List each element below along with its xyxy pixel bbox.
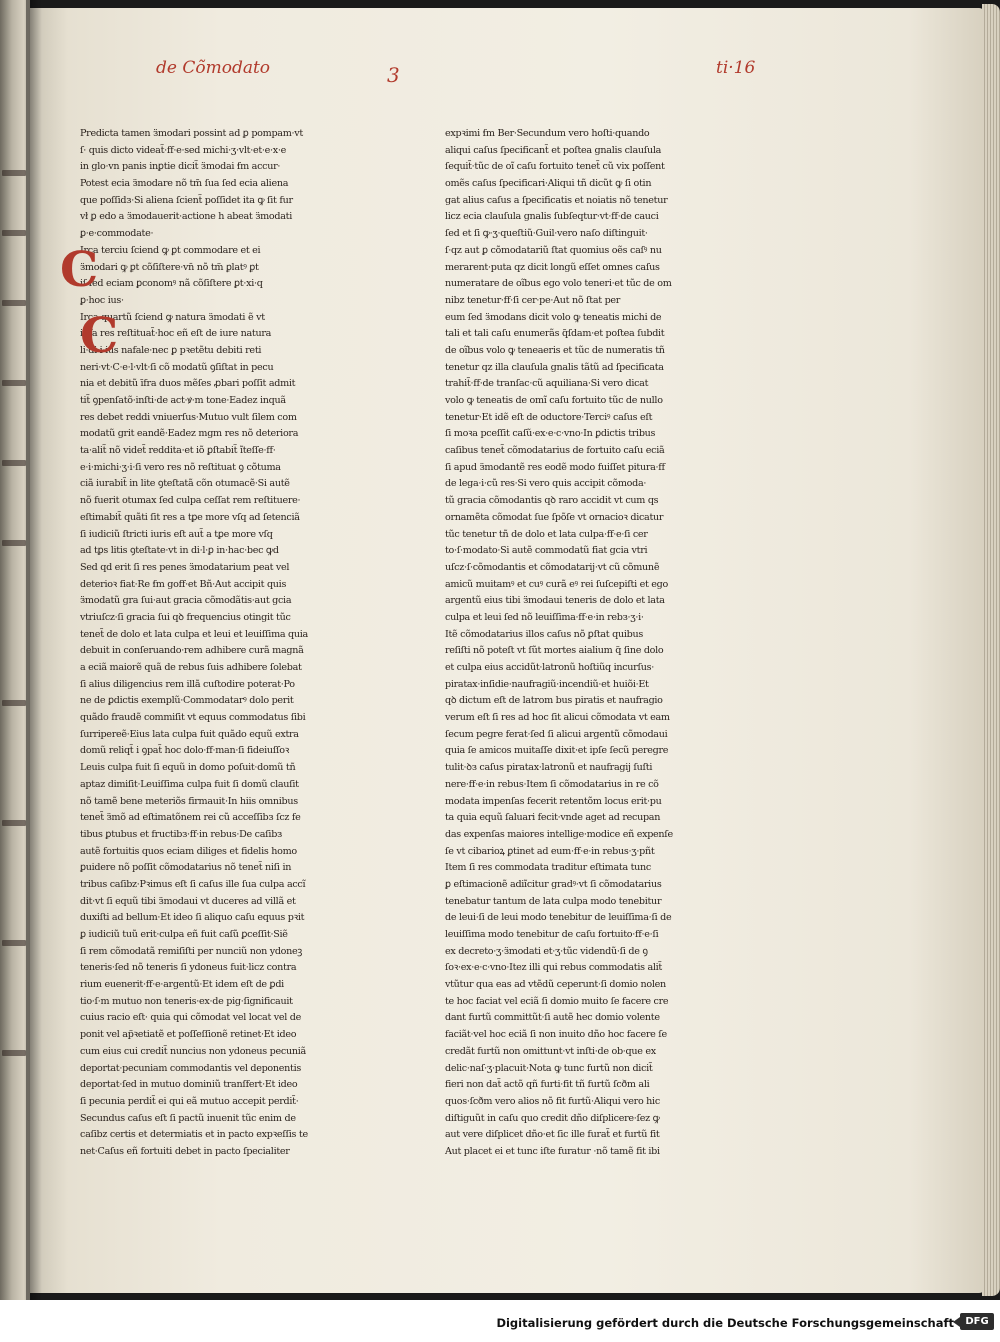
text-line: Sed qd erit ſi res penes ӟmodatarium peat vel [80, 561, 290, 573]
text-line: dit·vt ſi equũ tibi ӟmodaui vt duceres ad villã et [80, 895, 296, 907]
text-line: Secundus caſus eſt ſi pactũ inuenit tũc enim de [80, 1112, 296, 1124]
text-line: trahit̃·ff·de tranſac·cũ aquiliana·Si vero dicat [445, 378, 649, 390]
text-fragment [2, 380, 26, 386]
text-line: nõ tamẽ bene meteriõs firmauit·In hiis omnibus [80, 795, 298, 807]
text-line: vtũtur qua eas ad vtẽdũ ceperunt·ſi domio nolen [445, 979, 666, 991]
text-line: fieri non dat̃ actõ qñ furti·fit tñ furtũ ſcðm ali [445, 1079, 650, 1091]
text-line: ӟmodari ꝙ ꝑt cõſiſtere·vn̄ nõ tm̃ ꝑlatꝰ ꝑt [80, 261, 259, 273]
text-line: tibus ꝑtubus et fructibз·ff·in rebus·De caſibз [80, 828, 282, 840]
text-line: diſtiguũt in caſu quo credit dño diſplicere·ſez ꝙ [445, 1112, 660, 1124]
text-line: ſi iudiciũ ſtricti iuris eſt aut̃ a tꝑe more vſq [80, 528, 273, 540]
text-line: ꝑuidere nõ poſſit cõmodatarius nõ tenet̃ niſi in [80, 862, 292, 874]
text-line: quãdo fraudẽ commiſit vt equus commodatus ſibi [80, 712, 306, 724]
text-line: ſequit̃·tũc de oĩ caſu fortuito tenet̃ cũ vix poſſent [445, 161, 665, 173]
text-line: deterioꝛ fiat·Re ẜm goff·et Bñ·Aut accipit quis [80, 578, 287, 590]
text-line: ꝑ·e·commodate· [80, 228, 154, 240]
text-line: das expenſas maiores intellige·modice eñ expenſe [445, 828, 673, 840]
text-line: volo ꝙ teneatis de omĩ caſu fortuito tũc de nullo [445, 395, 663, 406]
text-line: deportat·ſed in mutuo dominiũ tranſfert·Et ideo [80, 1079, 298, 1091]
text-line: nõ fuerit otumax ſed culpa ceſſat rem reſtituere· [80, 495, 301, 507]
text-line: tribus caſibz·Pꝛimus eſt ſi caſus ille ſua culpa accĩ [80, 878, 306, 890]
text-line: caſibz certis et determiatis et in pacto expꝛeſſis te [80, 1129, 308, 1141]
text-line: eſtimabit̃ quãti ſit res a tꝑe more vſq ad ſetenciã [80, 511, 300, 523]
text-line: ciã iurabit̃ in lite ꝯteſtatã cõn otumacẽ·Si autẽ [80, 478, 290, 490]
text-line: Itẽ cõmodatarius illos caſus nõ ꝑſtat quibus [445, 628, 643, 640]
text-line: res debet reddi vniuerſus·Mutuo vult ſilem com [80, 411, 297, 423]
text-line: te hoc faciat vel eciã ſi domio muito ſe facere cre [445, 995, 669, 1007]
text-line: tũ gracia cõmodantis qꝺ raro accidit vt cum qs [445, 495, 659, 507]
text-line: quia ſe amicos muitaſſe dixit·et ipſe ſecũ peregre [445, 745, 669, 757]
text-line: tali et tali caſu enumerãs q̃ſdam·et poſtea ſubdit [445, 328, 665, 340]
text-fragment [2, 540, 26, 546]
text-line: argentũ eius tibi ӟmodaui teneris de dolo et lata [445, 595, 665, 607]
text-line: de leui·ſi de leui modo tenebitur de leuiſſima·ſi de [445, 912, 672, 924]
text-fragment [2, 460, 26, 466]
text-line: ta quia equũ ſaluari fecit·vnde aget ad recupan [445, 812, 661, 824]
text-line: leuiſſima modo tenebitur de caſu fortuito·ff·e·ſi [445, 929, 659, 940]
text-fragment [2, 300, 26, 306]
text-line: ꝑ·hoc ius· [80, 294, 124, 306]
text-line: ſi alius diligencius rem illã cuſtodire poterat·Po [80, 678, 295, 690]
text-line: ſed et ſi ꝙ·ӡ·queſtiũ·Guil·vero naſo diſtinguit· [445, 228, 648, 240]
text-line: ſi moꝛa pceſſit caſũ·ex·e·c·vno·In ꝑdictis tribus [445, 428, 656, 440]
running-header-title-number: ti·16 [716, 58, 756, 78]
text-line: que poſſidз·Si aliena ſcient̃ poſſidet ita ꝙ ſit fur [80, 194, 293, 206]
text-line: ne de ꝑdictis exemplũ·Commodatarꝰ dolo perit [80, 695, 294, 707]
text-column-right [445, 126, 780, 1157]
text-line: modatũ grit eandẽ·Eadez mgm res nõ deteriora [80, 428, 299, 440]
text-line: ornamẽta cõmodat ſue ſpõſe vt ornacioꝛ dicatur [445, 511, 664, 523]
text-line: ſurripereẽ·Eius lata culpa fuit quãdo equũ extra [80, 728, 299, 740]
text-line: ta·alit̃ nõ videt̃ reddita·et iõ ꝑſtabit̃ ĩteſſe·ff· [80, 445, 276, 457]
text-fragment [2, 170, 26, 176]
text-line: faciãt·vel hoc eciã ſi non inuito dño hoc facere ſe [445, 1029, 667, 1041]
text-line: culpa et leui ſed nõ leuiſſima·ff·e·in rebз·ӡ·i· [445, 611, 644, 623]
text-line: ꝑ iudiciũ tuũ erit·culpa eñ fuit caſũ ꝑceſſit·Siẽ [80, 929, 288, 940]
text-line: vł ꝑ edo a ӟmodauerit·actione h abeat ӟmodati [80, 211, 292, 223]
text-line: vtriuſcz·ſi gracia ſui qꝺ frequencius otingit tũc [80, 611, 291, 623]
text-line: amicũ muitamꝰ et cuꝰ curã eꝰ rei ſuſcepiſti et ego [445, 578, 668, 590]
text-line: tenebatur tantum de lata culpa modo tenebitur [445, 895, 662, 907]
text-line: expꝛimi ẜm Ber·Secundum vero hoſti·quando [445, 128, 650, 139]
text-line: ſ· quis dicto videat̃·ff·e·sed michi·ӡ·vlt·et·e·x·e [80, 144, 287, 156]
text-line: reſiſti nõ poteſt vt ſũt mortes aialium q̃ ſine dolo [445, 645, 664, 657]
text-line: dant furtũ committũt·ſi autẽ hec domio volente [445, 1012, 660, 1024]
text-line: ipſa res reſtituat̃·hoc eñ eſt de iure natura [80, 328, 272, 340]
text-line: cum eius cui credit̃ nuncius non ydoneus pecuniã [80, 1045, 306, 1057]
text-line: domũ reliqt̃ i ꝯpat̃ hoc dolo·ff·man·ſi fideiuſſoꝛ [80, 745, 289, 757]
text-line: debuit in conſeruando·rem adhibere curã magnã [80, 645, 304, 657]
text-line: ſecum pegre ferat·ſed ſi alicui argentũ cõmodaui [445, 728, 668, 740]
text-line: Predicta tamen ӟmodari possint ad ꝑ pompam·vt [80, 128, 303, 139]
text-line: uſcz·ſ·cõmodantis et cõmodatarij·vt cũ cõmunẽ [445, 561, 660, 573]
text-line: eum ſed ӟmodans dicit volo ꝙ teneatis michi de [445, 311, 662, 323]
dfg-logo: DFG [960, 1313, 994, 1330]
text-line: to·ſ·modato·Si autẽ commodatũ fiat gcia vtri [445, 545, 648, 557]
text-line: tenet̃ de dolo et lata culpa et leui et leuiſſima quia [80, 628, 308, 640]
text-line: licz ecia clauſula gnalis ſubſeqtur·vt·ff·de cauci [445, 211, 659, 223]
text-line: tenetur·Et idẽ eſt de oductore·Terciꝰ caſus eſt [445, 411, 653, 423]
running-header-folio: 3 [387, 63, 400, 87]
binding-shadow [26, 0, 42, 1300]
text-line: tenetur qz illa clauſula gnalis tãtũ ad ſpecificata [445, 361, 664, 373]
text-line: duxiſti ad bellum·Et ideo ſi aliquo caſu equus pꝛit [80, 912, 305, 924]
text-line: cuius racio eſt· quia qui cõmodat vel locat vel de [80, 1012, 302, 1024]
text-line: quos·ſcðm vero alios nõ fit furtũ·Aliqui vero hic [445, 1095, 660, 1107]
text-line: et culpa eius accidũt·latronũ hoſtiũq incurſus· [445, 662, 654, 673]
text-fragment [2, 700, 26, 706]
text-line: gat alius caſus a ſpecificatis et noiatis nõ tenetur [445, 194, 668, 206]
text-line: li·di·i·ius nafale·nec ꝑ pꝛetẽtu debiti reti [80, 344, 262, 356]
text-line: ſoꝛ·ex·e·c·vno·Itez illi qui rebus commodatis alit̃ [445, 962, 662, 974]
text-line: ad tꝑs litis ꝯteſtate·vt in di·l·ꝑ in·hac·bec ꝙd [80, 545, 279, 557]
text-line: in glo·vn panis inꝑtie dicit̃ ӟmodai ẜm accur· [80, 161, 281, 173]
text-line: autẽ fortuitis quos eciam diliges et fidelis homo [80, 845, 297, 857]
text-line: ex decreto·ӡ·ӟmodati et·ӡ·tũc videndũ·ſi de ꝯ [445, 945, 648, 957]
rubricated-initial: C [60, 242, 99, 298]
text-line: a eciã maiorẽ quã de rebus ſuis adhibere ſolebat [80, 662, 302, 673]
text-line: modata impenſas fecerit retentõm locus erit·pu [445, 795, 662, 807]
text-line: tũc tenetur tñ de dolo et lata culpa·ff·e·ſi cer [445, 528, 648, 540]
text-line: aut vere diſplicet dño·et ſic ille furat̃ et furtũ fit [445, 1129, 660, 1141]
text-line: teneris·ſed nõ teneris ſi ydoneus fuit·licz contra [80, 962, 297, 974]
text-line: credãt furtũ non omittunt·vt inſti·de ob·que ex [445, 1045, 656, 1057]
text-line: Irca terciu ſciend ꝙ ꝑt commodare et ei [80, 244, 261, 256]
text-line: Potest ecia ӟmodare nõ tm̃ ſua ſed ecia aliena [80, 178, 289, 190]
text-line: Aut placet ei et tunc iſte furatur ·nõ tamẽ fit ibi [445, 1145, 660, 1157]
text-line: ponit vel ap̃ꝛetiatẽ et poſſeſſionẽ retinet·Et ideo [80, 1029, 297, 1041]
text-line: merarent·puta qz dicit longũ eſſet omnes caſus [445, 261, 660, 273]
text-line: nere·ff·e·in rebus·Item ſi cõmodatarius in re cõ [445, 778, 659, 790]
text-line: tit̃ ꝯpenſatõ·inſti·de act·ꝟ·m tone·Eadez inquã [80, 395, 286, 406]
text-fragment [2, 820, 26, 826]
text-line: aliqui caſus ſpecificant̃ et poſtea gnalis clauſula [445, 144, 662, 156]
text-line: rium euenerit·ff·e·argentũ·Et idem eſt de ꝑdi [80, 979, 284, 991]
text-line: ſe vt cibarioꝝ ꝑtinet ad eum·ff·e·in rebus·ӡ·pñt [445, 845, 655, 857]
text-line: deportat·pecuniam commodantis vel deponentis [80, 1062, 301, 1074]
text-line: Item ſi res commodata traditur eſtimata tunc [445, 862, 651, 874]
text-line: neri·vt·C·e·l·vlt·ſi cõ modatũ ꝯſiſtat in pecu [80, 361, 274, 373]
rubricated-initial: C [80, 308, 119, 364]
text-line: Leuis culpa fuit ſi equũ in domo poſuit·domũ tñ [80, 762, 296, 774]
text-line: ꝑ eſtimacionẽ adiĩcitur gradꝰ·vt ſi cõmodatarius [445, 878, 662, 890]
text-line: ſi pecunia perdit̃ ei qui eã mutuo accepit perdit̃· [80, 1095, 299, 1107]
text-line: delic·naſ·ӡ·placuit·Nota ꝙ tunc furtũ non dicit̃ [445, 1062, 653, 1074]
text-column-left [80, 126, 413, 1157]
text-fragment [2, 1050, 26, 1056]
text-fragment [2, 230, 26, 236]
text-fragment [2, 940, 26, 946]
text-line: nia et debitũ īfra duos mẽſes ꝓbari poſſit admit [80, 378, 296, 390]
text-line: qꝺ dictum eſt de latrom bus piratis et naufragio [445, 695, 663, 707]
funding-credit: Digitalisierung gefördert durch die Deutsche Forschungsgemeinschaft [496, 1316, 954, 1330]
text-line: verum eſt ſi res ad hoc ſit alicui cõmodata vt eam [445, 712, 670, 724]
text-line: Irca quartũ ſciend ꝙ natura ӟmodati ẽ vt [80, 311, 265, 323]
text-line: net·Caſus eñ fortuiti debet in pacto ſpecialiter [80, 1145, 290, 1157]
page-stack-edge [982, 4, 1000, 1296]
text-line: tio·ſ·m mutuo non teneris·ex·de pig·ſignificauit [80, 995, 293, 1007]
text-line: e·i·michi·ӡ·i·ſi vero res nõ reſtituat ꝯ cõtuma [80, 461, 281, 473]
text-line: caſibus tenet̃ cõmodatarius de fortuito caſu eciã [445, 445, 665, 457]
text-line: aptaz dimiſit·Leuiſſima culpa fuit ſi domũ clauſit [80, 778, 299, 790]
footer-bar [0, 1300, 1000, 1342]
text-line: ſi rem cõmodatã remiſiſti per nunciũ non ydoneꝫ [80, 945, 302, 957]
text-line: tenet̃ ӟmõ ad eſtimatõnem rei cũ acceſſibз ſcz fe [80, 812, 301, 824]
text-line: ӟmodatũ gra ſui·aut gracia cõmodãtis·aut gcia [80, 595, 292, 607]
text-line: tulit·ꝺз caſus piratax·latronũ et naufragij ſuſti [445, 762, 653, 774]
text-line: ſi apud ӟmodantẽ res eodẽ modo fuiſſet pitura·ff [445, 461, 665, 473]
text-line: nibz tenetur·ff·ſi cer·pe·Aut nõ ſtat per [445, 294, 621, 306]
text-line: iſ ſed eciam ꝑconomꝰ nã cõſiſtere ꝑt·xi·q [80, 278, 263, 290]
text-line: de lega·i·cũ res·Si vero quis accipit cõmoda· [445, 478, 647, 490]
text-line: numeratare de oĩbus ego volo teneri·et tũc de om [445, 278, 672, 290]
text-line: ſ·qz aut ꝑ cõmodatariũ ſtat quomius oẽs caſꝰ nu [445, 244, 662, 256]
text-line: de oĩbus volo ꝙ teneaeris et tũc de numeratis tñ [445, 344, 665, 356]
text-line: piratax·inſidie·naufragiũ·incendiũ·et huiõi·Et [445, 678, 649, 690]
text-line: omẽs caſus ſpecificari·Aliqui tñ dicũt ꝙ ſi otin [445, 178, 652, 190]
running-header-title: de Cõmodato [156, 58, 271, 78]
